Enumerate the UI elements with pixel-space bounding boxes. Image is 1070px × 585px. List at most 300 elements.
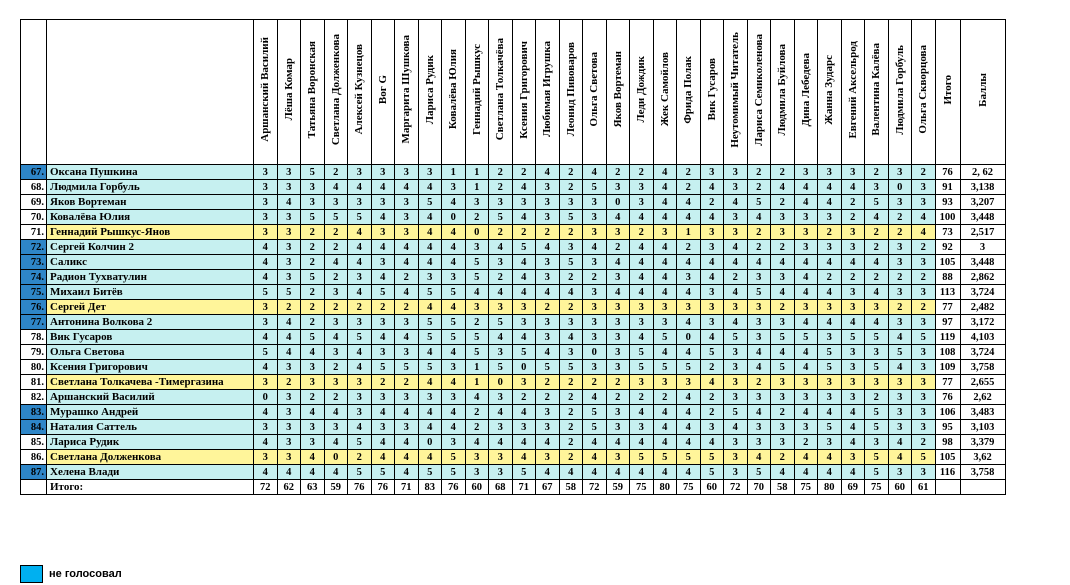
vote-cell: 4 bbox=[442, 255, 466, 270]
row-number: 74. bbox=[21, 270, 47, 285]
vote-cell: 4 bbox=[841, 315, 865, 330]
vote-cell: 3 bbox=[630, 195, 654, 210]
vote-cell: 2 bbox=[324, 225, 348, 240]
vote-cell: 4 bbox=[418, 420, 442, 435]
vote-cell: 4 bbox=[348, 225, 372, 240]
vote-cell: 4 bbox=[865, 285, 889, 300]
vote-cell: 4 bbox=[348, 240, 372, 255]
vote-cell: 4 bbox=[348, 360, 372, 375]
table-row bbox=[21, 375, 1006, 390]
vote-cell: 4 bbox=[254, 465, 278, 480]
vote-cell: 3 bbox=[301, 360, 325, 375]
vote-cell: 3 bbox=[465, 240, 489, 255]
vote-cell: 4 bbox=[653, 180, 677, 195]
row-number: 77. bbox=[21, 315, 47, 330]
vote-cell: 2 bbox=[677, 165, 701, 180]
vote-cell: 3 bbox=[489, 450, 513, 465]
vote-cell: 4 bbox=[512, 210, 536, 225]
vote-cell: 5 bbox=[700, 465, 724, 480]
vote-cell: 5 bbox=[653, 360, 677, 375]
row-total: 113 bbox=[935, 285, 960, 300]
vote-cell: 3 bbox=[301, 435, 325, 450]
vote-cell: 4 bbox=[818, 180, 842, 195]
vote-cell: 3 bbox=[512, 375, 536, 390]
vote-cell: 2 bbox=[771, 405, 795, 420]
vote-cell: 3 bbox=[254, 195, 278, 210]
row-number: 81. bbox=[21, 375, 47, 390]
results-table bbox=[20, 19, 1006, 495]
vote-cell: 3 bbox=[324, 420, 348, 435]
vote-cell: 4 bbox=[371, 405, 395, 420]
vote-cell: 4 bbox=[912, 210, 936, 225]
reader-name: Яков Вортеман bbox=[47, 195, 254, 210]
vote-cell: 5 bbox=[489, 315, 513, 330]
vote-cell: 3 bbox=[724, 165, 748, 180]
vote-cell: 3 bbox=[606, 405, 630, 420]
vote-cell: 3 bbox=[277, 420, 301, 435]
vote-cell: 3 bbox=[653, 300, 677, 315]
vote-cell: 3 bbox=[324, 345, 348, 360]
vote-cell: 3 bbox=[489, 300, 513, 315]
vote-cell: 4 bbox=[418, 450, 442, 465]
vote-cell: 3 bbox=[771, 270, 795, 285]
vote-cell: 4 bbox=[794, 285, 818, 300]
vote-cell: 3 bbox=[794, 225, 818, 240]
footer-total-cell: 76 bbox=[348, 480, 372, 495]
vote-cell: 2 bbox=[324, 240, 348, 255]
vote-cell: 4 bbox=[653, 345, 677, 360]
vote-cell: 3 bbox=[794, 300, 818, 315]
vote-cell: 4 bbox=[677, 210, 701, 225]
reader-name: Наталия Саттель bbox=[47, 420, 254, 435]
vote-cell: 3 bbox=[818, 330, 842, 345]
footer-total-cell: 68 bbox=[489, 480, 513, 495]
row-points: 3,483 bbox=[960, 405, 1005, 420]
vote-cell: 2 bbox=[583, 375, 607, 390]
vote-cell: 2 bbox=[771, 195, 795, 210]
vote-cell: 3 bbox=[747, 435, 771, 450]
vote-cell: 2 bbox=[653, 390, 677, 405]
vote-cell: 4 bbox=[395, 255, 419, 270]
column-header-label: Любимая Игрушка bbox=[541, 41, 554, 138]
table-row bbox=[21, 180, 1006, 195]
vote-cell: 4 bbox=[630, 465, 654, 480]
vote-cell: 3 bbox=[395, 315, 419, 330]
reader-name: Вик Гусаров bbox=[47, 330, 254, 345]
vote-cell: 3 bbox=[348, 390, 372, 405]
vote-cell: 2 bbox=[277, 375, 301, 390]
vote-cell: 3 bbox=[653, 315, 677, 330]
vote-cell: 5 bbox=[418, 330, 442, 345]
vote-cell: 3 bbox=[912, 360, 936, 375]
vote-cell: 2 bbox=[606, 165, 630, 180]
table-row bbox=[21, 210, 1006, 225]
reader-name: Хелена Влади bbox=[47, 465, 254, 480]
row-total: 106 bbox=[935, 405, 960, 420]
vote-cell: 4 bbox=[324, 255, 348, 270]
vote-cell: 4 bbox=[277, 345, 301, 360]
vote-cell: 4 bbox=[512, 180, 536, 195]
vote-cell: 0 bbox=[418, 435, 442, 450]
column-header-label: Лариса Рудик bbox=[423, 54, 436, 125]
vote-cell: 5 bbox=[395, 360, 419, 375]
vote-cell: 4 bbox=[301, 345, 325, 360]
vote-cell: 3 bbox=[442, 390, 466, 405]
vote-cell: 3 bbox=[888, 420, 912, 435]
vote-cell: 4 bbox=[841, 420, 865, 435]
vote-cell: 3 bbox=[395, 345, 419, 360]
vote-cell: 2 bbox=[324, 165, 348, 180]
vote-cell: 4 bbox=[371, 210, 395, 225]
row-total: 105 bbox=[935, 450, 960, 465]
vote-cell: 4 bbox=[395, 435, 419, 450]
vote-cell: 4 bbox=[630, 210, 654, 225]
row-points: 3 bbox=[960, 240, 1005, 255]
vote-cell: 5 bbox=[700, 345, 724, 360]
vote-cell: 3 bbox=[254, 450, 278, 465]
vote-cell: 4 bbox=[630, 255, 654, 270]
vote-cell: 4 bbox=[630, 330, 654, 345]
vote-cell: 4 bbox=[677, 255, 701, 270]
vote-cell: 3 bbox=[888, 255, 912, 270]
column-header bbox=[371, 20, 395, 165]
vote-cell: 5 bbox=[465, 345, 489, 360]
vote-cell: 3 bbox=[536, 210, 560, 225]
vote-cell: 3 bbox=[371, 315, 395, 330]
vote-cell: 1 bbox=[465, 180, 489, 195]
vote-cell: 4 bbox=[677, 405, 701, 420]
vote-cell: 2 bbox=[559, 300, 583, 315]
vote-cell: 4 bbox=[865, 315, 889, 330]
vote-cell: 4 bbox=[747, 255, 771, 270]
header-total-label: Итого bbox=[941, 74, 954, 105]
table-row bbox=[21, 255, 1006, 270]
vote-cell: 4 bbox=[512, 435, 536, 450]
vote-cell: 5 bbox=[371, 285, 395, 300]
vote-cell: 3 bbox=[559, 345, 583, 360]
vote-cell: 4 bbox=[747, 360, 771, 375]
vote-cell: 4 bbox=[442, 345, 466, 360]
vote-cell: 4 bbox=[865, 210, 889, 225]
column-header bbox=[818, 20, 842, 165]
vote-cell: 3 bbox=[653, 375, 677, 390]
vote-cell: 3 bbox=[700, 165, 724, 180]
vote-cell: 5 bbox=[442, 285, 466, 300]
vote-cell: 3 bbox=[700, 420, 724, 435]
row-total: 98 bbox=[935, 435, 960, 450]
column-header-label: Леонид Пивоваров bbox=[564, 42, 577, 137]
footer-total-cell: 75 bbox=[794, 480, 818, 495]
row-points: 3,724 bbox=[960, 285, 1005, 300]
reader-name: Светлана Толкачева -Тимергазина bbox=[47, 375, 254, 390]
vote-cell: 4 bbox=[512, 255, 536, 270]
vote-cell: 3 bbox=[771, 435, 795, 450]
vote-cell: 3 bbox=[841, 165, 865, 180]
vote-cell: 5 bbox=[465, 330, 489, 345]
vote-cell: 0 bbox=[512, 360, 536, 375]
legend-label: не голосовал bbox=[49, 568, 122, 580]
row-total: 93 bbox=[935, 195, 960, 210]
table-row bbox=[21, 360, 1006, 375]
vote-cell: 3 bbox=[371, 345, 395, 360]
column-header-label: Татьяна Воронская bbox=[306, 40, 319, 139]
vote-cell: 2 bbox=[324, 360, 348, 375]
footer-total-cell: 58 bbox=[559, 480, 583, 495]
vote-cell: 4 bbox=[771, 285, 795, 300]
vote-cell: 5 bbox=[865, 360, 889, 375]
column-header-label: Дина Лебедева bbox=[799, 52, 812, 127]
row-total: 88 bbox=[935, 270, 960, 285]
vote-cell: 5 bbox=[254, 285, 278, 300]
vote-cell: 5 bbox=[418, 465, 442, 480]
vote-cell: 4 bbox=[677, 435, 701, 450]
vote-cell: 2 bbox=[771, 450, 795, 465]
vote-cell: 4 bbox=[724, 285, 748, 300]
vote-cell: 2 bbox=[912, 165, 936, 180]
table-row bbox=[21, 420, 1006, 435]
row-points: 2, 62 bbox=[960, 165, 1005, 180]
vote-cell: 4 bbox=[888, 435, 912, 450]
vote-cell: 4 bbox=[418, 255, 442, 270]
vote-cell: 4 bbox=[724, 240, 748, 255]
vote-cell: 4 bbox=[489, 435, 513, 450]
vote-cell: 4 bbox=[277, 195, 301, 210]
vote-cell: 3 bbox=[277, 180, 301, 195]
vote-cell: 4 bbox=[395, 405, 419, 420]
vote-cell: 1 bbox=[677, 225, 701, 240]
vote-cell: 3 bbox=[912, 405, 936, 420]
vote-cell: 4 bbox=[818, 465, 842, 480]
vote-cell: 4 bbox=[583, 465, 607, 480]
vote-cell: 3 bbox=[912, 285, 936, 300]
column-header-label: Светлана Толкачёва bbox=[494, 38, 507, 141]
vote-cell: 4 bbox=[301, 465, 325, 480]
column-header bbox=[536, 20, 560, 165]
vote-cell: 2 bbox=[865, 165, 889, 180]
vote-cell: 3 bbox=[700, 240, 724, 255]
vote-cell: 3 bbox=[254, 180, 278, 195]
vote-cell: 2 bbox=[559, 270, 583, 285]
vote-cell: 4 bbox=[348, 420, 372, 435]
vote-cell: 3 bbox=[583, 315, 607, 330]
vote-cell: 5 bbox=[277, 285, 301, 300]
vote-cell: 4 bbox=[653, 465, 677, 480]
vote-cell: 5 bbox=[724, 405, 748, 420]
footer-total-cell: 69 bbox=[841, 480, 865, 495]
vote-cell: 1 bbox=[465, 375, 489, 390]
vote-cell: 4 bbox=[324, 435, 348, 450]
vote-cell: 4 bbox=[371, 450, 395, 465]
vote-cell: 4 bbox=[794, 255, 818, 270]
vote-cell: 5 bbox=[348, 465, 372, 480]
vote-cell: 3 bbox=[536, 450, 560, 465]
vote-cell: 2 bbox=[536, 225, 560, 240]
vote-cell: 4 bbox=[653, 420, 677, 435]
vote-cell: 5 bbox=[418, 360, 442, 375]
vote-cell: 3 bbox=[771, 315, 795, 330]
footer-total-cell: 80 bbox=[818, 480, 842, 495]
vote-cell: 4 bbox=[606, 210, 630, 225]
vote-cell: 3 bbox=[418, 270, 442, 285]
column-header-label: Яков Вортеман bbox=[611, 51, 624, 128]
row-total: 116 bbox=[935, 465, 960, 480]
vote-cell: 3 bbox=[395, 210, 419, 225]
vote-cell: 3 bbox=[724, 210, 748, 225]
vote-cell: 5 bbox=[418, 315, 442, 330]
vote-cell: 2 bbox=[912, 435, 936, 450]
vote-cell: 3 bbox=[912, 345, 936, 360]
vote-cell: 3 bbox=[583, 330, 607, 345]
row-points: 3,172 bbox=[960, 315, 1005, 330]
row-points: 3,448 bbox=[960, 255, 1005, 270]
footer-row bbox=[21, 480, 1006, 495]
vote-cell: 4 bbox=[254, 240, 278, 255]
vote-cell: 4 bbox=[700, 180, 724, 195]
vote-cell: 3 bbox=[794, 210, 818, 225]
vote-cell: 3 bbox=[277, 435, 301, 450]
vote-cell: 2 bbox=[747, 225, 771, 240]
column-header bbox=[277, 20, 301, 165]
vote-cell: 3 bbox=[371, 420, 395, 435]
footer-spacer bbox=[21, 480, 47, 495]
vote-cell: 5 bbox=[489, 210, 513, 225]
vote-cell: 4 bbox=[559, 465, 583, 480]
vote-cell: 2 bbox=[794, 435, 818, 450]
vote-cell: 5 bbox=[348, 435, 372, 450]
vote-cell: 3 bbox=[512, 420, 536, 435]
vote-cell: 3 bbox=[489, 420, 513, 435]
vote-cell: 0 bbox=[583, 345, 607, 360]
table-row bbox=[21, 300, 1006, 315]
column-header bbox=[324, 20, 348, 165]
vote-cell: 2 bbox=[700, 405, 724, 420]
reader-name: Ковалёва Юлия bbox=[47, 210, 254, 225]
vote-cell: 2 bbox=[559, 180, 583, 195]
reader-name: Мурашко Андрей bbox=[47, 405, 254, 420]
vote-cell: 5 bbox=[442, 330, 466, 345]
vote-cell: 3 bbox=[888, 375, 912, 390]
vote-cell: 4 bbox=[324, 465, 348, 480]
vote-cell: 3 bbox=[489, 255, 513, 270]
vote-cell: 3 bbox=[442, 180, 466, 195]
vote-cell: 4 bbox=[371, 180, 395, 195]
vote-cell: 4 bbox=[771, 180, 795, 195]
vote-cell: 4 bbox=[583, 240, 607, 255]
table-row bbox=[21, 315, 1006, 330]
column-header bbox=[747, 20, 771, 165]
vote-cell: 4 bbox=[677, 390, 701, 405]
vote-cell: 3 bbox=[348, 405, 372, 420]
vote-cell: 3 bbox=[442, 270, 466, 285]
vote-cell: 5 bbox=[865, 450, 889, 465]
vote-cell: 3 bbox=[747, 330, 771, 345]
table-row bbox=[21, 285, 1006, 300]
column-header bbox=[794, 20, 818, 165]
vote-cell: 4 bbox=[512, 270, 536, 285]
vote-cell: 4 bbox=[794, 180, 818, 195]
vote-cell: 3 bbox=[418, 165, 442, 180]
vote-cell: 3 bbox=[630, 315, 654, 330]
vote-cell: 5 bbox=[583, 180, 607, 195]
vote-cell: 2 bbox=[865, 240, 889, 255]
vote-cell: 0 bbox=[606, 195, 630, 210]
row-number: 72. bbox=[21, 240, 47, 255]
vote-cell: 4 bbox=[512, 285, 536, 300]
vote-cell: 3 bbox=[700, 225, 724, 240]
vote-cell: 4 bbox=[418, 405, 442, 420]
vote-cell: 2 bbox=[771, 165, 795, 180]
vote-cell: 3 bbox=[606, 270, 630, 285]
vote-cell: 3 bbox=[606, 315, 630, 330]
footer-total-cell: 60 bbox=[465, 480, 489, 495]
vote-cell: 2 bbox=[677, 240, 701, 255]
column-header bbox=[254, 20, 278, 165]
row-number: 79. bbox=[21, 345, 47, 360]
vote-cell: 3 bbox=[606, 330, 630, 345]
vote-cell: 4 bbox=[747, 405, 771, 420]
column-header-label: Леди Дождик bbox=[635, 56, 648, 123]
vote-cell: 3 bbox=[301, 180, 325, 195]
vote-cell: 3 bbox=[559, 315, 583, 330]
vote-cell: 3 bbox=[583, 195, 607, 210]
vote-cell: 3 bbox=[841, 240, 865, 255]
vote-cell: 4 bbox=[489, 405, 513, 420]
vote-cell: 3 bbox=[818, 300, 842, 315]
reader-name: Аршанский Василий bbox=[47, 390, 254, 405]
vote-cell: 2 bbox=[324, 300, 348, 315]
column-header-label: Ольга Скворцова bbox=[917, 45, 930, 134]
vote-cell: 3 bbox=[395, 225, 419, 240]
row-total: 119 bbox=[935, 330, 960, 345]
row-total: 77 bbox=[935, 300, 960, 315]
vote-cell: 3 bbox=[371, 390, 395, 405]
row-number: 82. bbox=[21, 390, 47, 405]
vote-cell: 0 bbox=[677, 330, 701, 345]
vote-cell: 5 bbox=[865, 405, 889, 420]
footer-total-cell: 76 bbox=[371, 480, 395, 495]
row-points: 3,62 bbox=[960, 450, 1005, 465]
vote-cell: 2 bbox=[912, 270, 936, 285]
vote-cell: 3 bbox=[301, 195, 325, 210]
vote-cell: 5 bbox=[559, 255, 583, 270]
vote-cell: 5 bbox=[418, 195, 442, 210]
vote-cell: 3 bbox=[865, 345, 889, 360]
vote-cell: 3 bbox=[254, 210, 278, 225]
vote-cell: 4 bbox=[324, 180, 348, 195]
row-points: 2,862 bbox=[960, 270, 1005, 285]
vote-cell: 3 bbox=[888, 195, 912, 210]
vote-cell: 3 bbox=[841, 375, 865, 390]
reader-name: Сергей Дет bbox=[47, 300, 254, 315]
column-header-label: Лёша Комар bbox=[282, 58, 295, 121]
vote-cell: 4 bbox=[254, 405, 278, 420]
vote-cell: 3 bbox=[465, 195, 489, 210]
vote-cell: 3 bbox=[841, 285, 865, 300]
reader-name: Радион Тухватулин bbox=[47, 270, 254, 285]
vote-cell: 2 bbox=[841, 195, 865, 210]
vote-cell: 4 bbox=[818, 450, 842, 465]
vote-cell: 3 bbox=[512, 315, 536, 330]
vote-cell: 4 bbox=[606, 435, 630, 450]
vote-cell: 3 bbox=[888, 465, 912, 480]
vote-cell: 2 bbox=[747, 165, 771, 180]
vote-cell: 5 bbox=[512, 240, 536, 255]
vote-cell: 5 bbox=[465, 255, 489, 270]
column-header-label: Вог G bbox=[376, 74, 389, 105]
column-header bbox=[559, 20, 583, 165]
vote-cell: 5 bbox=[348, 210, 372, 225]
footer-total-cell: 60 bbox=[888, 480, 912, 495]
